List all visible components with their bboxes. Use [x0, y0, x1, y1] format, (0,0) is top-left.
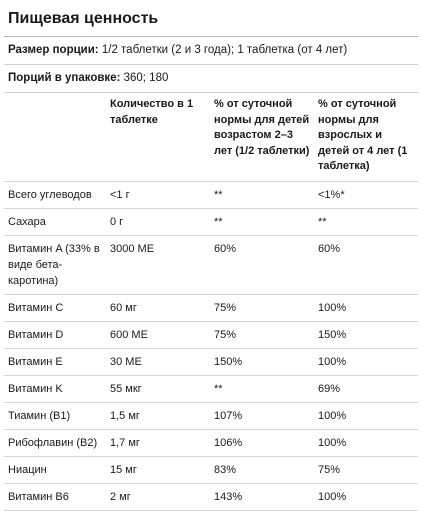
dv-adults: **: [314, 208, 418, 235]
nutrient-name: Сахара: [4, 208, 106, 235]
servings-value: 360; 180: [120, 72, 169, 84]
panel-title: Пищевая ценность: [8, 10, 159, 27]
table-row: [4, 208, 418, 235]
dv-adults: 100%: [314, 483, 418, 510]
table-row: [4, 456, 418, 483]
dv-children: 75%: [210, 321, 314, 348]
nutrient-amount: 55 мкг: [106, 375, 210, 402]
dv-adults: 100%: [314, 429, 418, 456]
nutrient-name: Ниацин: [4, 456, 106, 483]
table-header-row: [4, 93, 418, 181]
header-dv-children: % от суточной нормы для детей возрастом 2–3 лет (1/2 таблетки): [210, 93, 314, 181]
dv-adults: <1%*: [314, 181, 418, 208]
table-row: [4, 375, 418, 402]
nutrient-name: Витамин K: [4, 375, 106, 402]
dv-adults: 60%: [314, 235, 418, 294]
dv-adults: 75%: [314, 456, 418, 483]
serving-size-value: 1/2 таблетки (2 и 3 года); 1 таблетка (от 4 лет): [98, 44, 348, 56]
servings-per-container: [4, 65, 418, 92]
table-row: [4, 181, 418, 208]
serving-size: [4, 37, 418, 64]
nutrition-facts-panel: [4, 0, 418, 511]
dv-adults: 100%: [314, 348, 418, 375]
header-amount: Количество в 1 таблетке: [106, 93, 210, 181]
dv-adults: 100%: [314, 294, 418, 321]
table-row: [4, 429, 418, 456]
header-nutrient: [4, 93, 106, 181]
dv-children: 75%: [210, 294, 314, 321]
table-row: [4, 294, 418, 321]
nutrient-amount: <1 г: [106, 181, 210, 208]
nutrient-amount: 1,5 мг: [106, 402, 210, 429]
dv-children: **: [210, 181, 314, 208]
table-row: [4, 483, 418, 510]
dv-children: 60%: [210, 235, 314, 294]
dv-children: 106%: [210, 429, 314, 456]
dv-children: 83%: [210, 456, 314, 483]
serving-size-label: Размер порции:: [8, 44, 99, 56]
dv-adults: 100%: [314, 402, 418, 429]
nutrient-amount: 30 МЕ: [106, 348, 210, 375]
nutrient-amount: 2 мг: [106, 483, 210, 510]
nutrient-amount: 600 МЕ: [106, 321, 210, 348]
nutrient-name: Тиамин (B1): [4, 402, 106, 429]
nutrient-name: Всего углеводов: [4, 181, 106, 208]
nutrient-amount: 15 мг: [106, 456, 210, 483]
nutrient-name: Витамин D: [4, 321, 106, 348]
nutrient-amount: 60 мг: [106, 294, 210, 321]
nutrient-name: Рибофлавин (B2): [4, 429, 106, 456]
dv-children: 107%: [210, 402, 314, 429]
servings-label: Порций в упаковке:: [8, 72, 121, 84]
dv-adults: 150%: [314, 321, 418, 348]
dv-children: 143%: [210, 483, 314, 510]
table-row: [4, 402, 418, 429]
nutrient-name: Витамин E: [4, 348, 106, 375]
nutrition-table: [4, 93, 418, 511]
table-row: [4, 321, 418, 348]
table-row: [4, 348, 418, 375]
table-row: [4, 235, 418, 294]
dv-children: **: [210, 375, 314, 402]
dv-children: 150%: [210, 348, 314, 375]
nutrient-name: Витамин A (33% в виде бета-каротина): [4, 235, 106, 294]
nutrient-amount: 1,7 мг: [106, 429, 210, 456]
dv-children: **: [210, 208, 314, 235]
header-dv-adults: % от суточной нормы для взрослых и детей от 4 лет (1 таблетка): [314, 93, 418, 181]
nutrient-name: Витамин C: [4, 294, 106, 321]
nutrient-amount: 3000 МЕ: [106, 235, 210, 294]
nutrient-name: Витамин B6: [4, 483, 106, 510]
nutrient-amount: 0 г: [106, 208, 210, 235]
dv-adults: 69%: [314, 375, 418, 402]
